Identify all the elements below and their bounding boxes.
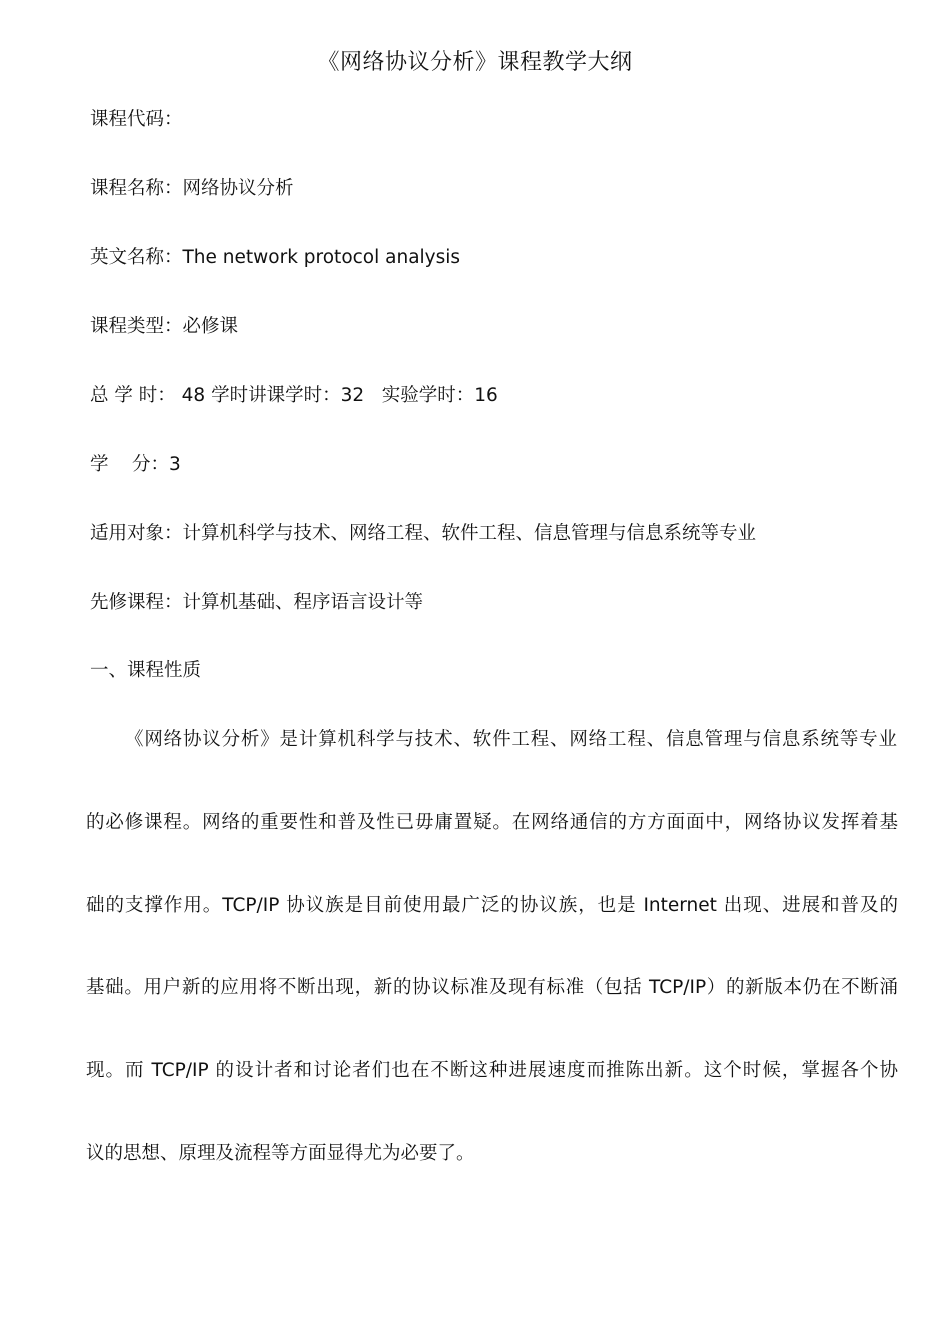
paragraph-line: 础的支撑作用。TCP/IP 协议族是目前使用最广泛的协议族，也是 Internet 出现、进展和普及的 (86, 895, 898, 916)
english-name-field: 英文名称：The network protocol analysis (90, 247, 461, 268)
paragraph-line: 《网络协议分析》是计算机科学与技术、软件工程、网络工程、信息管理与信息系统等专业 (125, 729, 897, 750)
paragraph-line: 现。而 TCP/IP 的设计者和讨论者们也在不断这种进展速度而推陈出新。这个时候，掌握各个协 (86, 1060, 898, 1081)
audience-field: 适用对象：计算机科学与技术、网络工程、软件工程、信息管理与信息系统等专业 (90, 523, 757, 544)
paragraph-line: 的必修课程。网络的重要性和普及性已毋庸置疑。在网络通信的方方面面中，网络协议发挥着基 (86, 812, 898, 833)
course-name-field: 课程名称：网络协议分析 (90, 178, 294, 199)
paragraph-line: 议的思想、原理及流程等方面显得尤为必要了。 (86, 1143, 475, 1164)
course-type-field: 课程类型：必修课 (90, 316, 239, 337)
prerequisites-field: 先修课程：计算机基础、程序语言设计等 (90, 592, 424, 613)
page-title: 《网络协议分析》课程教学大纲 (317, 50, 633, 75)
credits-field: 学 分：3 (90, 454, 181, 475)
paragraph-line: 基础。用户新的应用将不断出现，新的协议标准及现有标准（包括 TCP/IP）的新版本仍在不断涌 (86, 977, 898, 998)
total-hours-field: 总 学 时： 48 学时讲课学时：32 实验学时：16 (90, 385, 498, 406)
section-heading-course-nature: 一、课程性质 (90, 660, 202, 681)
course-code-field: 课程代码： (90, 109, 183, 130)
